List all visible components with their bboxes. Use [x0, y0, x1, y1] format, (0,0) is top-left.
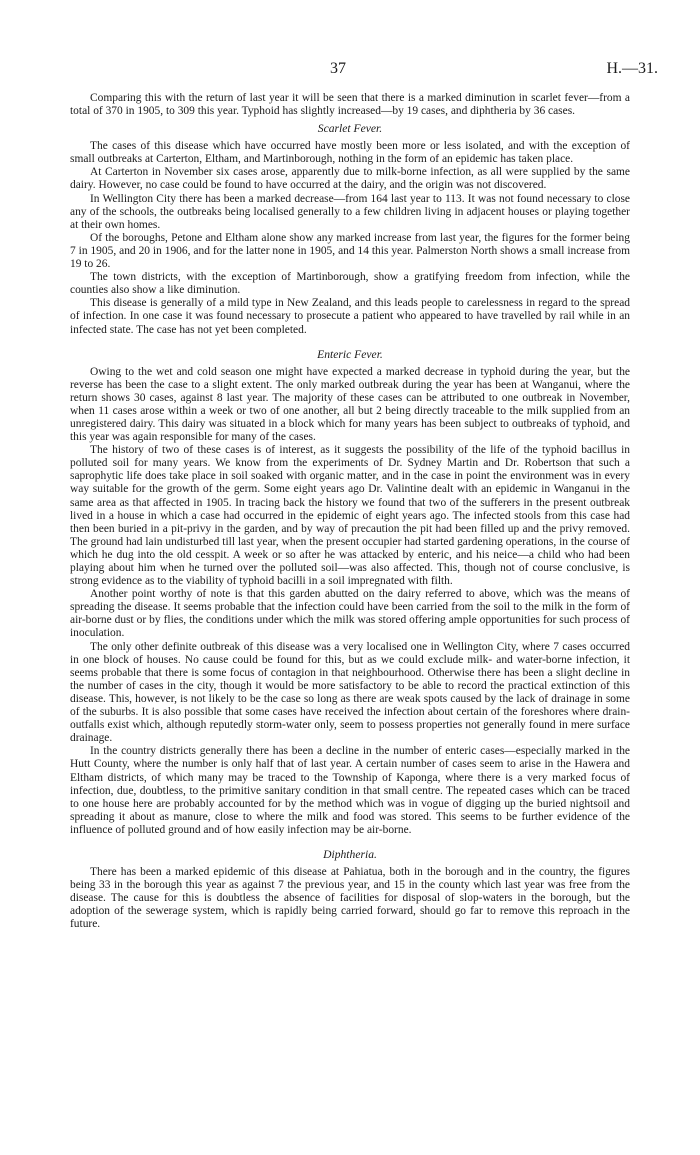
paragraph: There has been a marked epidemic of this disease at Pahiatua, both in the borough and in the country, the figures being 33 in the borough this year as against 7 the previous year, and 15 in the county which last year was free from the disease. The cause for this is doubtless the absence of facilities for disposal of slop-waters in the borough, but the adoption of the sewerage system, which is rapidly being carried forward, should go far to remove this reproach in the future. [70, 865, 630, 931]
section-heading-diphtheria: Diphtheria. [323, 847, 377, 861]
paragraph: Another point worthy of note is that this garden abutted on the dairy referred to above, which was the means of spreading the disease. It seems probable that the infection could have been carried from the soil to the milk in the form of air-borne dust or by flies, the conditions under which the milk was stored offering ample opportunities for such process of inoculation. [70, 588, 630, 640]
document-reference: H.—31. [606, 60, 658, 77]
paragraph: The only other definite outbreak of this disease was a very localised one in Wellington City, where 7 cases occurred in one block of houses. No cause could be found for this, but as we could exclude milk- and water-borne infection, it seems probable that there is some focus of contagion in that neighbourhood. Otherwise there has been a slight decline in the number of cases in the city, though it would be more satisfactory to be able to record the practical extinction of this disease. This, however, is not likely to be the case so long as there are weak spots caused by the lack of drainage in some of the suburbs. It is also possible that some cases have received the infection about certain of the foreshores where drain-outfalls exist which, although reputedly storm-water only, seem to possess properties not generally found in mere surface drainage. [70, 640, 630, 745]
page-header [0, 60, 700, 80]
document-body [70, 92, 630, 931]
page-number: 37 [330, 60, 346, 77]
paragraph: In Wellington City there has been a marked decrease—from 164 last year to 113. It was not found necessary to close any of the schools, the outbreaks being localised generally to a few children living in adjacent houses or playing together at their own homes. [70, 192, 630, 231]
paragraph: At Carterton in November six cases arose, apparently due to milk-borne infection, as all were supplied by the same dairy. However, no case could be found to have occurred at the dairy, and the origin was not discovered. [70, 166, 630, 192]
paragraph: The history of two of these cases is of interest, as it suggests the possibility of the life of the typhoid bacillus in polluted soil for many years. We know from the experiments of Dr. Sydney Martin and Dr. Robertson that such a saprophytic life does take place in soil soaked with organic matter, and in the case in point the environment was in every way suitable for the growth of the germ. Some eight years ago Dr. Valintine dealt with an epidemic in Wanganui in the same area as that affected in 1905. In tracing back the history we found that two of the sufferers in the present outbreak lived in a house in which a case had occurred in the epidemic of eight years ago. The infected stools from this case had then been buried in a pit-privy in the garden, and by way of precaution the pit had been filled up and the privy removed. The ground had lain undisturbed till last year, when the present occupier had started gardening operations, in the course of which he dug into the old cesspit. A week or so after he was attacked by enteric, and his neice—a child who had been playing about him when he turned over the polluted soil—was also affected. This, though not of course conclusive, is strong evidence as to the viability of typhoid bacilli in a soil impregnated with filth. [70, 444, 630, 588]
section-heading-enteric-fever: Enteric Fever. [317, 347, 383, 361]
paragraph: Owing to the wet and cold season one might have expected a marked decrease in typhoid during the year, but the reverse has been the case to a slight extent. The only marked outbreak during the year has been at Wanganui, where the return shows 30 cases, against 8 last year. The majority of these cases can be attributed to one outbreak in November, when 11 cases arose within a week or two of one another, all but 2 being directly traceable to the milk supplied from an unregistered dairy. This dairy was situated in a block which for many years has been subject to outbreaks of typhoid, and this year was again responsible for many of the cases. [70, 365, 630, 444]
paragraph: Of the boroughs, Petone and Eltham alone show any marked increase from last year, the figures for the former being 7 in 1905, and 20 in 1906, and for the latter none in 1905, and 14 this year. Palmerston North shows a small increase from 19 to 26. [70, 231, 630, 271]
section-heading-scarlet-fever: Scarlet Fever. [317, 122, 383, 136]
intro-paragraph: Comparing this with the return of last year it will be seen that there is a marked diminution in scarlet fever—from a total of 370 in 1905, to 309 this year. Typhoid has slightly increased—by 19 cases, and diphtheria by 36 cases. [70, 92, 630, 118]
paragraph: The town districts, with the exception of Martinborough, show a gratifying freedom from infection, while the counties also show a like diminution. [70, 271, 630, 297]
paragraph: The cases of this disease which have occurred have mostly been more or less isolated, and with the exception of small outbreaks at Carterton, Eltham, and Martinborough, nothing in the form of an epidemic has taken place. [70, 140, 630, 166]
paragraph: This disease is generally of a mild type in New Zealand, and this leads people to carelessness in regard to the spread of infection. In one case it was found necessary to prosecute a patient who appeared to have travelled by rail while in an infected state. The case has not yet been completed. [70, 297, 630, 336]
paragraph: In the country districts generally there has been a decline in the number of enteric cases—especially marked in the Hutt County, where the number is only half that of last year. A certain number of cases seem to arise in the Hawera and Eltham districts, of which many may be traced to the Township of Kaponga, where there is a very marked focus of infection, due, doubtless, to the primitive sanitary condition in that small centre. The repeated cases which can be traced to one house here are probably accounted for by the method which was in vogue of digging up the buried nightsoil and spreading it about as manure, close to where the milk and food was stored. This seems to be further evidence of the influence of polluted ground and of how easily infection may be air-borne. [70, 745, 630, 836]
